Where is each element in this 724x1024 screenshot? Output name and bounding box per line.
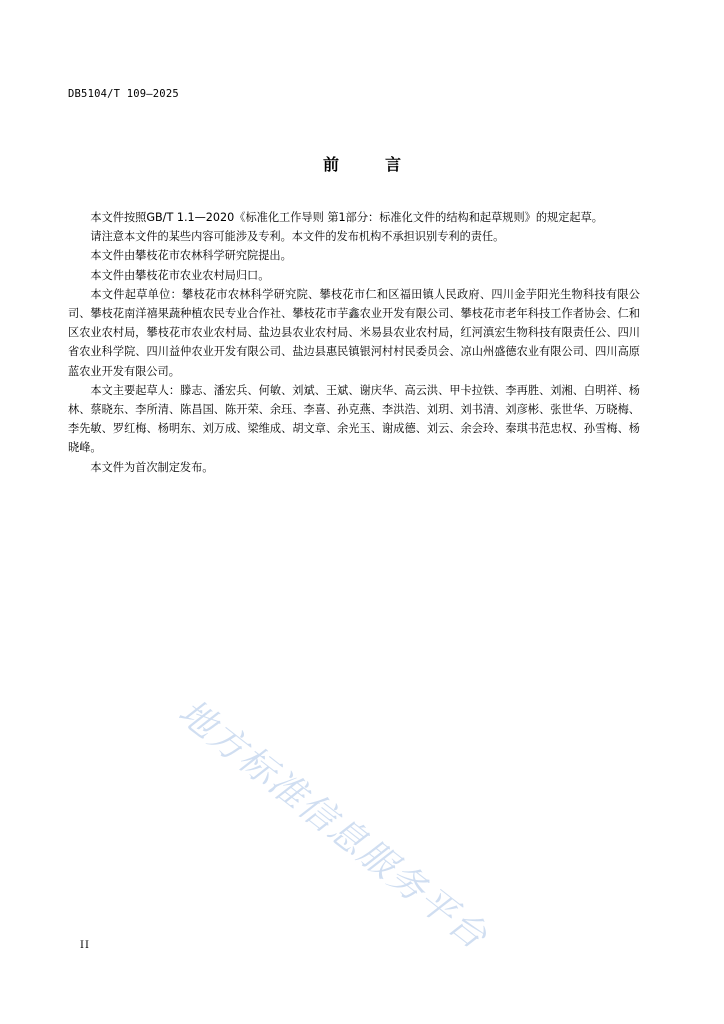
paragraph-drafting-units: 本文件起草单位：攀枝花市农林科学研究院、攀枝花市仁和区福田镇人民政府、四川金芋阳光生物科技有限公司、攀枝花南洋禧果蔬种植农民专业合作社、攀枝花市芋鑫农业开发有限公司、攀枝花市老年科技工作者协会、仁和区农业农村局，攀枝花市农业农村局、盐边县农业农村局、米易县农业农村局，红河滇宏生物科技有限责任公、四川省农业科学院、四川益仲农业开发有限公司、盐边县惠民镇银河村村民委员会、凉山州盛德农业有限公司、四川高原蓝农业开发有限公司。 [68,287,640,378]
paragraph-patent-notice: 请注意本文件的某些内容可能涉及专利。本文件的发布机构不承担识别专利的责任。 [90,230,505,244]
paragraph-proposer: 本文件由攀枝花市农林科学研究院提出。 [90,249,292,263]
watermark: 地方标准信息服务平台 [170,691,496,958]
paragraph-standard-basis: 本文件按照GB/T 1.1—2020《标准化工作导则 第1部分：标准化文件的结构和起草规则》的规定起草。 [90,211,603,224]
page-number: II [80,940,90,951]
document-id: DB5104/T 109—2025 [68,88,179,100]
paragraph-first-release: 本文件为首次制定发布。 [90,460,214,474]
paragraph-drafters: 本文主要起草人：滕志、潘宏兵、何敏、刘斌、王斌、谢庆华、高云洪、甲卡拉铁、李再胜、刘湘、白明祥、杨林、蔡晓东、李所清、陈昌国、陈开荣、余珏、李喜、孙克燕、李洪浩、刘玥、刘书清、刘彦彬、张世华、万晓梅、李先敏、罗红梅、杨明东、刘万成、梁维成、胡文章、余光玉、谢成德、刘云、余会玲、秦琪书范忠权、孙雪梅、杨晓峰。 [68,383,640,455]
foreword-body [68,208,640,477]
paragraph-centralized-by: 本文件由攀枝花市农业农村局归口。 [90,268,270,282]
page-title: 前言 [322,155,447,174]
